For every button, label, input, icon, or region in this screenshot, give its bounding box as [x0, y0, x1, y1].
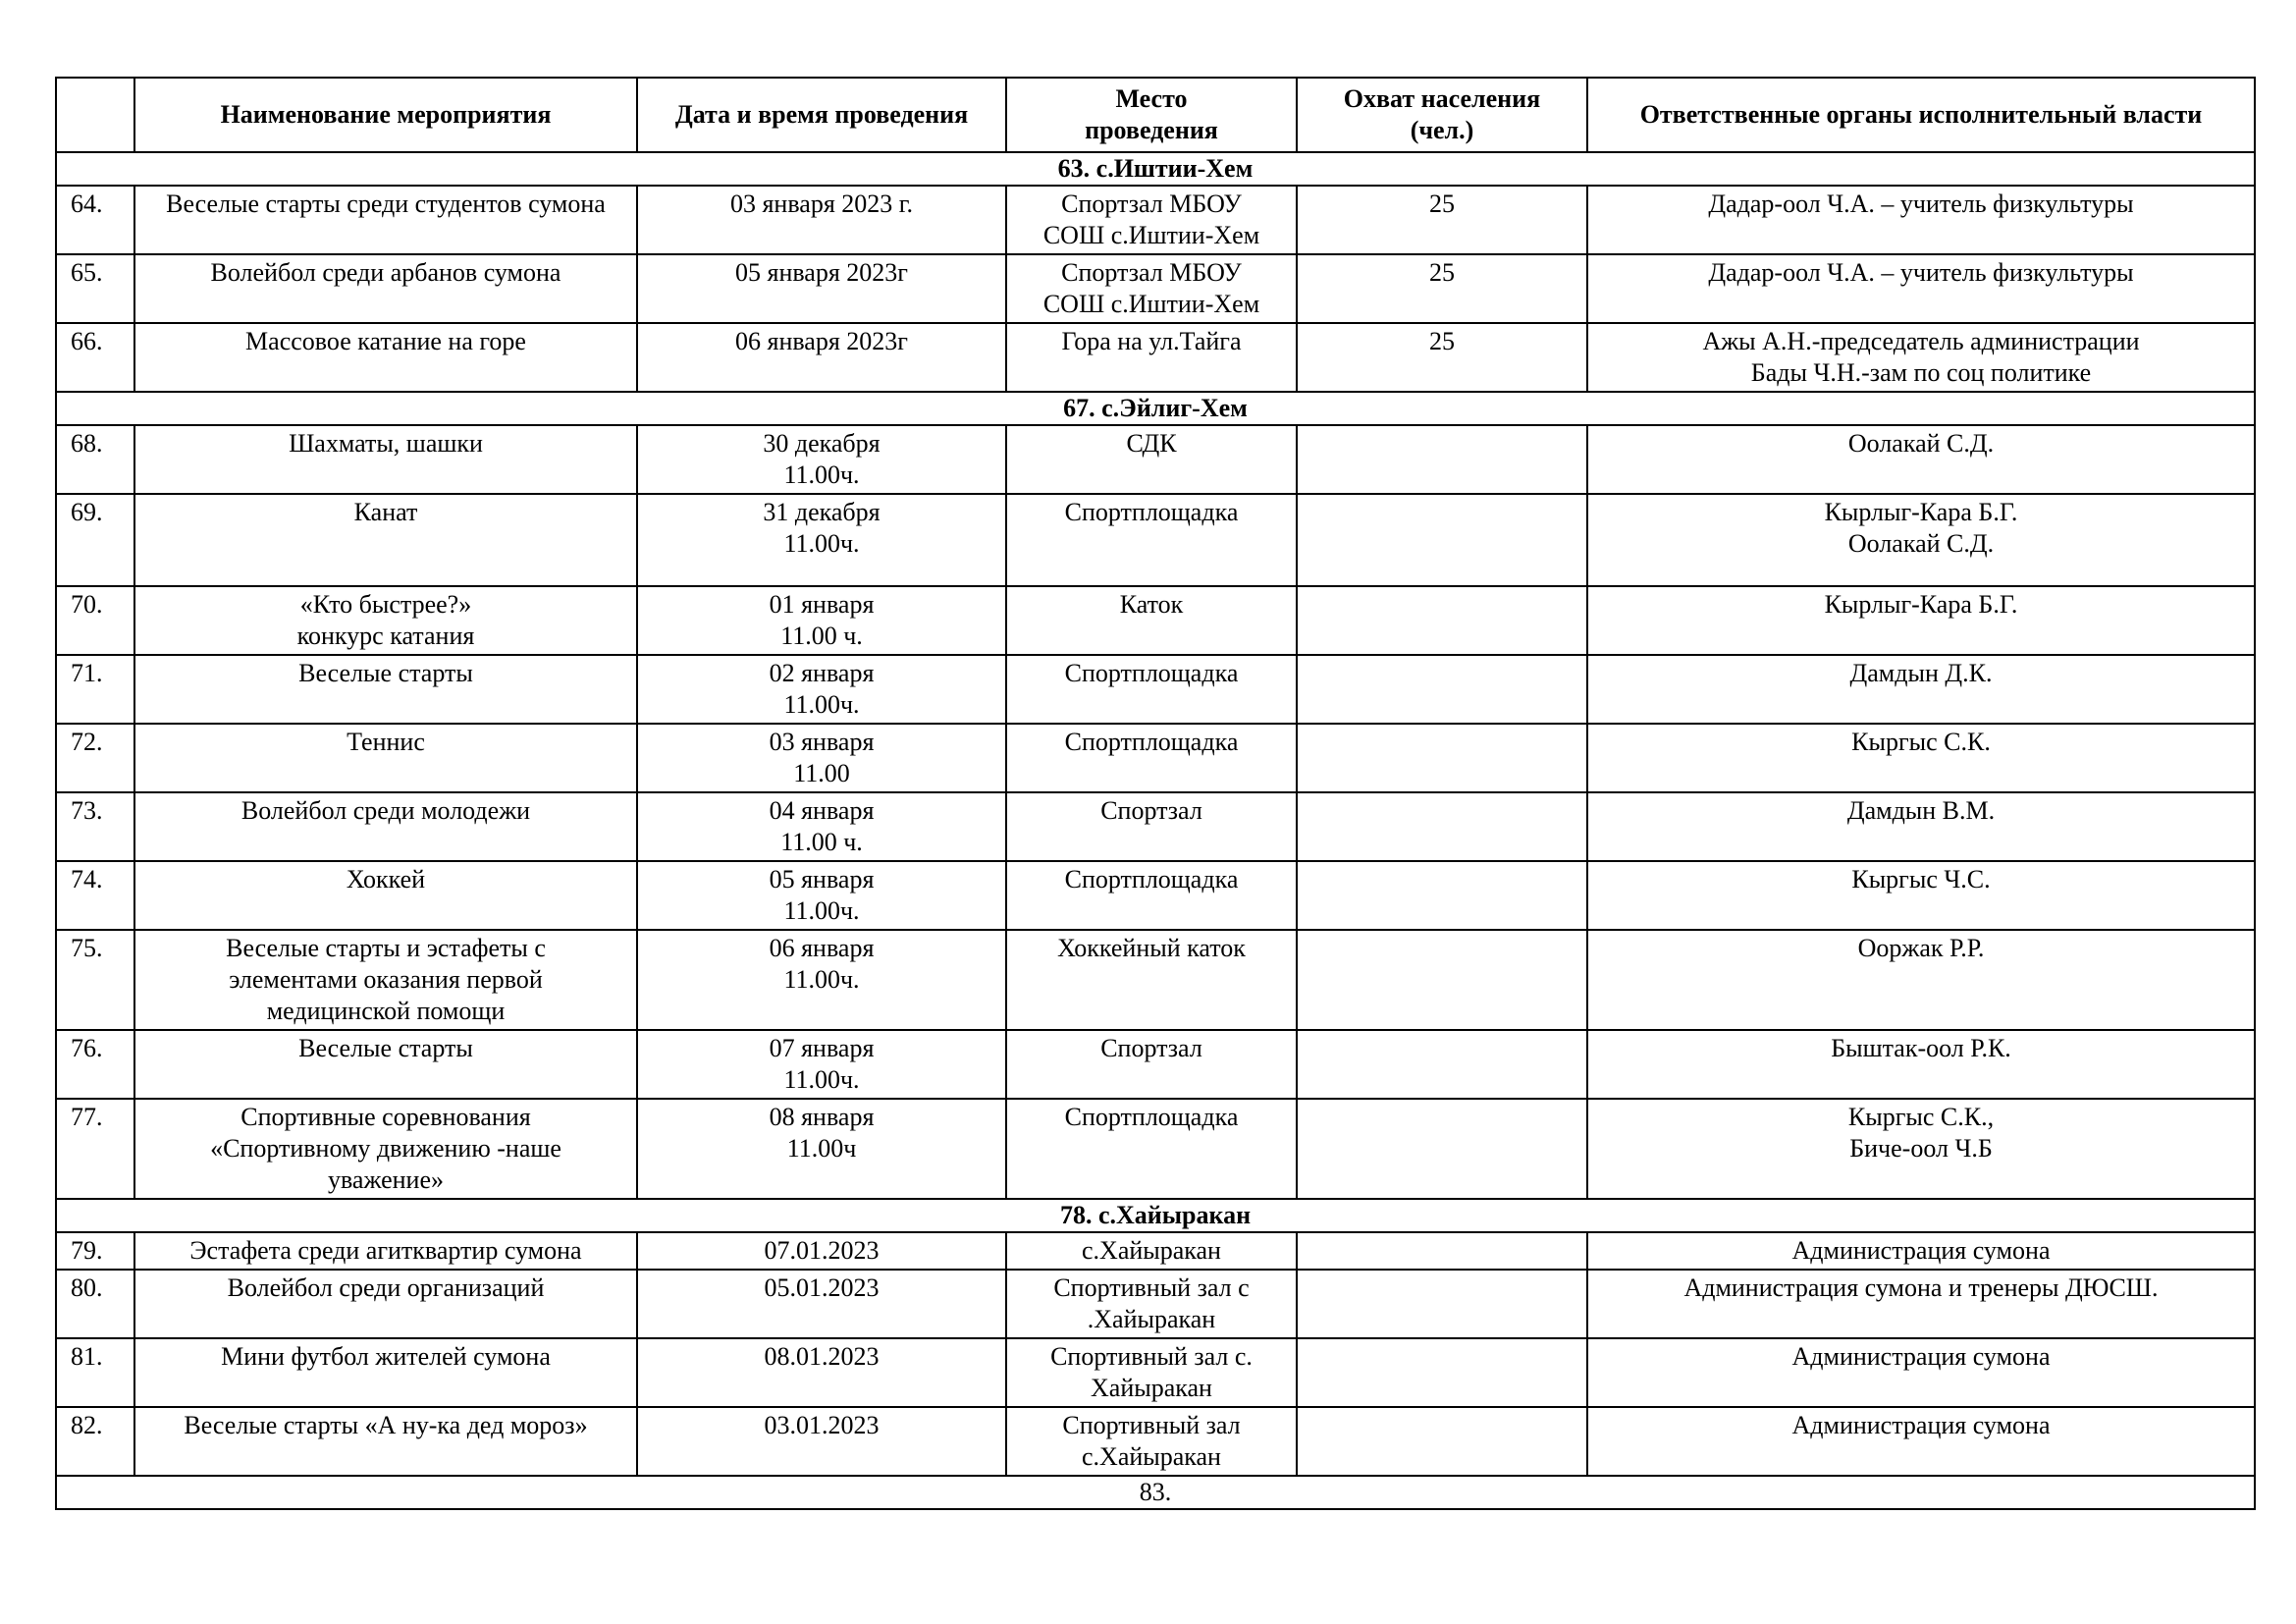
row-number: 70. — [56, 586, 134, 655]
date-time-cell-line: 03.01.2023 — [764, 1411, 880, 1439]
place-cell — [1006, 494, 1297, 586]
event-name-cell-line: Мини футбол жителей сумона — [221, 1342, 551, 1371]
date-time-cell — [637, 494, 1006, 586]
event-name-cell — [134, 1270, 637, 1338]
row-number: 74. — [56, 861, 134, 930]
event-name-cell-line: Волейбол среди молодежи — [240, 796, 531, 825]
coverage-cell — [1297, 1407, 1587, 1476]
table-row — [56, 1232, 2255, 1270]
date-time-cell — [637, 254, 1006, 323]
section-title: 67. с.Эйлиг-Хем — [56, 392, 2255, 425]
table-row — [56, 586, 2255, 655]
place-cell-line: Хайыракан — [1091, 1374, 1212, 1402]
date-time-cell-line: 11.00ч. — [783, 690, 860, 719]
row-number: 68. — [56, 425, 134, 494]
place-cell-line: Спортзал МБОУ — [1061, 258, 1242, 287]
place-cell-line: СОШ с.Иштии-Хем — [1042, 221, 1260, 249]
row-number: 75. — [56, 930, 134, 1030]
responsible-cell — [1587, 1099, 2255, 1199]
table-row — [56, 254, 2255, 323]
coverage-cell: 25 — [1297, 254, 1587, 323]
event-name-cell-line: Веселые старты — [298, 1034, 473, 1062]
place-cell-line: Спортзал МБОУ — [1061, 189, 1242, 218]
coverage-cell — [1297, 930, 1587, 1030]
date-time-cell-line: 11.00ч. — [783, 460, 860, 489]
place-cell — [1006, 323, 1297, 392]
place-cell-line: СОШ с.Иштии-Хем — [1042, 290, 1260, 318]
place-cell-line: Спортзал — [1100, 796, 1202, 825]
date-time-cell — [637, 1030, 1006, 1099]
responsible-cell-line: Кыргыс С.К. — [1851, 728, 1991, 756]
header-row — [56, 78, 2255, 152]
date-time-cell-line: 06 января 2023г — [735, 327, 908, 355]
event-name-cell-line: Массовое катание на горе — [245, 327, 526, 355]
responsible-cell-line: Оолакай С.Д. — [1847, 529, 1995, 558]
place-cell-line: с.Хайыракан — [1082, 1442, 1221, 1471]
event-name-cell-line: Канат — [353, 498, 418, 526]
date-time-cell-line: 03 января — [769, 728, 875, 756]
date-time-cell — [637, 861, 1006, 930]
row-number: 69. — [56, 494, 134, 586]
table-row — [56, 792, 2255, 861]
coverage-cell — [1297, 1338, 1587, 1407]
place-cell — [1006, 586, 1297, 655]
table-row — [56, 1270, 2255, 1338]
coverage-cell — [1297, 1099, 1587, 1199]
event-name-cell — [134, 494, 637, 586]
event-name-cell — [134, 930, 637, 1030]
place-cell-line: Спортивный зал с — [1053, 1273, 1250, 1302]
place-cell-line: Спортзал — [1100, 1034, 1202, 1062]
col-header-date-time: Дата и время проведения — [637, 78, 1006, 152]
coverage-cell: 25 — [1297, 323, 1587, 392]
date-time-cell — [637, 1270, 1006, 1338]
section-title: 78. с.Хайыракан — [56, 1199, 2255, 1232]
table-row — [56, 1338, 2255, 1407]
col-header-event-name: Наименование мероприятия — [134, 78, 637, 152]
event-name-cell-line: Хоккей — [346, 865, 426, 893]
place-cell-line: СДК — [1126, 429, 1177, 458]
event-name-cell-line: конкурс катания — [296, 622, 475, 650]
col-header-responsible: Ответственные органы исполнительный власти — [1587, 78, 2255, 152]
date-time-cell-line: 05 января — [769, 865, 875, 893]
date-time-cell-line: 11.00 ч. — [780, 828, 863, 856]
col-header-place-line: проведения — [1085, 116, 1218, 144]
responsible-cell — [1587, 1270, 2255, 1338]
date-time-cell-line: 11.00ч — [786, 1134, 857, 1163]
row-number: 79. — [56, 1232, 134, 1270]
row-number: 81. — [56, 1338, 134, 1407]
responsible-cell-line: Дамдын В.М. — [1846, 796, 1996, 825]
responsible-cell-line: Оолакай С.Д. — [1847, 429, 1995, 458]
responsible-cell — [1587, 792, 2255, 861]
table-row — [56, 1407, 2255, 1476]
place-cell — [1006, 1099, 1297, 1199]
place-cell-line: Спортивный зал — [1062, 1411, 1241, 1439]
place-cell-line: с.Хайыракан — [1082, 1236, 1221, 1265]
table-row — [56, 930, 2255, 1030]
place-cell-line: Спортплощадка — [1064, 728, 1239, 756]
date-time-cell-line: 04 января — [769, 796, 875, 825]
responsible-cell-line: Кырлыг-Кара Б.Г. — [1824, 498, 2018, 526]
row-number: 77. — [56, 1099, 134, 1199]
place-cell-line: Каток — [1119, 590, 1184, 619]
coverage-cell: 25 — [1297, 186, 1587, 254]
coverage-cell — [1297, 494, 1587, 586]
coverage-cell — [1297, 425, 1587, 494]
event-name-cell-line: Шахматы, шашки — [289, 429, 483, 458]
event-name-cell-line: уважение» — [327, 1165, 444, 1194]
responsible-cell — [1587, 586, 2255, 655]
event-name-cell-line: «Кто быстрее?» — [299, 590, 472, 619]
date-time-cell-line: 06 января — [769, 934, 875, 962]
row-number: 72. — [56, 724, 134, 792]
place-cell — [1006, 254, 1297, 323]
table-row — [56, 655, 2255, 724]
col-header-coverage-line: (чел.) — [1410, 116, 1474, 144]
responsible-cell-line: Администрация сумона — [1791, 1411, 2051, 1439]
event-name-cell — [134, 1232, 637, 1270]
date-time-cell — [637, 1099, 1006, 1199]
coverage-cell — [1297, 1270, 1587, 1338]
footer-row — [56, 1476, 2255, 1509]
col-header-coverage-line: Охват населения — [1343, 84, 1541, 113]
section-row — [56, 152, 2255, 186]
event-name-cell — [134, 323, 637, 392]
responsible-cell-line: Кыргыс С.К., — [1847, 1103, 1995, 1131]
footer-number: 83. — [56, 1476, 2255, 1509]
place-cell — [1006, 186, 1297, 254]
responsible-cell — [1587, 254, 2255, 323]
date-time-cell-line: 07 января — [769, 1034, 875, 1062]
responsible-cell-line: Биче-оол Ч.Б — [1849, 1134, 1993, 1163]
date-time-cell-line: 30 декабря — [763, 429, 881, 458]
col-header-number — [56, 78, 134, 152]
date-time-cell — [637, 425, 1006, 494]
date-time-cell-line: 07.01.2023 — [764, 1236, 880, 1265]
place-cell — [1006, 1030, 1297, 1099]
date-time-cell — [637, 1232, 1006, 1270]
event-name-cell-line: Волейбол среди организаций — [227, 1273, 545, 1302]
place-cell-line: Гора на ул.Тайга — [1061, 327, 1242, 355]
event-name-cell — [134, 186, 637, 254]
responsible-cell — [1587, 1338, 2255, 1407]
date-time-cell — [637, 792, 1006, 861]
place-cell — [1006, 861, 1297, 930]
responsible-cell-line: Ажы А.Н.-председатель администрации — [1702, 327, 2140, 355]
responsible-cell — [1587, 1232, 2255, 1270]
table-row — [56, 494, 2255, 586]
coverage-cell — [1297, 792, 1587, 861]
date-time-cell-line: 11.00ч. — [783, 529, 860, 558]
table-row — [56, 1030, 2255, 1099]
date-time-cell-line: 01 января — [769, 590, 875, 619]
table-row — [56, 724, 2255, 792]
date-time-cell-line: 05 января 2023г — [735, 258, 908, 287]
event-name-cell — [134, 1030, 637, 1099]
place-cell — [1006, 655, 1297, 724]
events-table — [55, 77, 2256, 1510]
responsible-cell-line: Администрация сумона — [1791, 1236, 2051, 1265]
responsible-cell — [1587, 1030, 2255, 1099]
responsible-cell-line: Администрация сумона — [1791, 1342, 2051, 1371]
responsible-cell — [1587, 494, 2255, 586]
date-time-cell — [637, 655, 1006, 724]
coverage-cell — [1297, 724, 1587, 792]
place-cell — [1006, 724, 1297, 792]
place-cell-line: Хоккейный каток — [1057, 934, 1246, 962]
place-cell-line: Спортплощадка — [1064, 659, 1239, 687]
coverage-cell — [1297, 861, 1587, 930]
event-name-cell — [134, 1338, 637, 1407]
event-name-cell — [134, 655, 637, 724]
row-number: 66. — [56, 323, 134, 392]
responsible-cell — [1587, 186, 2255, 254]
event-name-cell — [134, 586, 637, 655]
date-time-cell-line: 31 декабря — [763, 498, 881, 526]
responsible-cell — [1587, 930, 2255, 1030]
coverage-cell — [1297, 586, 1587, 655]
place-cell — [1006, 930, 1297, 1030]
row-number: 64. — [56, 186, 134, 254]
event-name-cell-line: элементами оказания первой — [229, 965, 543, 994]
event-name-cell — [134, 1099, 637, 1199]
event-name-cell — [134, 792, 637, 861]
date-time-cell — [637, 323, 1006, 392]
date-time-cell — [637, 586, 1006, 655]
row-number: 80. — [56, 1270, 134, 1338]
responsible-cell-line: Администрация сумона и тренеры ДЮСШ. — [1683, 1273, 2159, 1302]
event-name-cell-line: медицинской помощи — [266, 997, 506, 1025]
place-cell-line: Спортплощадка — [1064, 1103, 1239, 1131]
table-row — [56, 1099, 2255, 1199]
date-time-cell — [637, 186, 1006, 254]
event-name-cell-line: Волейбол среди арбанов сумона — [210, 258, 561, 287]
responsible-cell-line: Бады Ч.Н.-зам по соц политике — [1750, 358, 2092, 387]
date-time-cell-line: 11.00ч. — [783, 1065, 860, 1094]
responsible-cell-line: Кыргыс Ч.С. — [1851, 865, 1991, 893]
event-name-cell-line: Веселые старты «А ну-ка дед мороз» — [184, 1411, 588, 1439]
row-number: 73. — [56, 792, 134, 861]
date-time-cell-line: 11.00ч. — [783, 965, 860, 994]
event-name-cell-line: Спортивные соревнования — [240, 1103, 531, 1131]
responsible-cell — [1587, 724, 2255, 792]
date-time-cell-line: 11.00ч. — [783, 896, 860, 925]
responsible-cell-line: Кырлыг-Кара Б.Г. — [1824, 590, 2018, 619]
responsible-cell — [1587, 1407, 2255, 1476]
section-row — [56, 392, 2255, 425]
responsible-cell-line: Дадар-оол Ч.А. – учитель физкультуры — [1708, 189, 2134, 218]
table-row — [56, 861, 2255, 930]
date-time-cell-line: 03 января 2023 г. — [729, 189, 914, 218]
date-time-cell-line: 11.00 — [793, 759, 850, 787]
coverage-cell — [1297, 655, 1587, 724]
table-row — [56, 186, 2255, 254]
row-number: 71. — [56, 655, 134, 724]
date-time-cell — [637, 724, 1006, 792]
place-cell-line: Спортплощадка — [1064, 498, 1239, 526]
date-time-cell — [637, 1407, 1006, 1476]
row-number: 82. — [56, 1407, 134, 1476]
responsible-cell-line: Ооржак Р.Р. — [1857, 934, 1985, 962]
date-time-cell — [637, 930, 1006, 1030]
table-body — [56, 152, 2255, 1476]
place-cell — [1006, 1232, 1297, 1270]
responsible-cell — [1587, 425, 2255, 494]
event-name-cell — [134, 254, 637, 323]
table-row — [56, 323, 2255, 392]
event-name-cell-line: Теннис — [347, 728, 425, 756]
coverage-cell — [1297, 1030, 1587, 1099]
col-header-coverage — [1297, 78, 1587, 152]
table-row — [56, 425, 2255, 494]
place-cell — [1006, 1270, 1297, 1338]
col-header-place-line: Место — [1115, 84, 1188, 113]
section-row — [56, 1199, 2255, 1232]
date-time-cell-line: 08.01.2023 — [764, 1342, 880, 1371]
place-cell-line: Спортивный зал с. — [1050, 1342, 1253, 1371]
section-title: 63. с.Иштии-Хем — [56, 152, 2255, 186]
date-time-cell-line: 08 января — [769, 1103, 875, 1131]
responsible-cell-line: Дамдын Д.К. — [1849, 659, 1993, 687]
coverage-cell — [1297, 1232, 1587, 1270]
place-cell — [1006, 1338, 1297, 1407]
responsible-cell-line: Быштак-оол Р.К. — [1831, 1034, 2011, 1062]
responsible-cell — [1587, 655, 2255, 724]
place-cell-line: Спортплощадка — [1064, 865, 1239, 893]
event-name-cell-line: «Спортивному движению -наше — [210, 1134, 561, 1163]
col-header-place — [1006, 78, 1297, 152]
event-name-cell — [134, 425, 637, 494]
responsible-cell — [1587, 323, 2255, 392]
place-cell — [1006, 425, 1297, 494]
date-time-cell-line: 11.00 ч. — [780, 622, 863, 650]
row-number: 76. — [56, 1030, 134, 1099]
event-name-cell — [134, 861, 637, 930]
event-name-cell-line: Веселые старты и эстафеты с — [226, 934, 546, 962]
place-cell — [1006, 792, 1297, 861]
date-time-cell-line: 02 января — [769, 659, 875, 687]
date-time-cell — [637, 1338, 1006, 1407]
responsible-cell — [1587, 861, 2255, 930]
place-cell — [1006, 1407, 1297, 1476]
event-name-cell — [134, 724, 637, 792]
event-name-cell-line: Эстафета среди агитквартир сумона — [189, 1236, 582, 1265]
date-time-cell-line: 05.01.2023 — [764, 1273, 880, 1302]
event-name-cell-line: Веселые старты — [298, 659, 473, 687]
place-cell-line: .Хайыракан — [1087, 1305, 1216, 1333]
responsible-cell-line: Дадар-оол Ч.А. – учитель физкультуры — [1708, 258, 2134, 287]
event-name-cell-line: Веселые старты среди студентов сумона — [166, 189, 606, 218]
row-number: 65. — [56, 254, 134, 323]
event-name-cell — [134, 1407, 637, 1476]
